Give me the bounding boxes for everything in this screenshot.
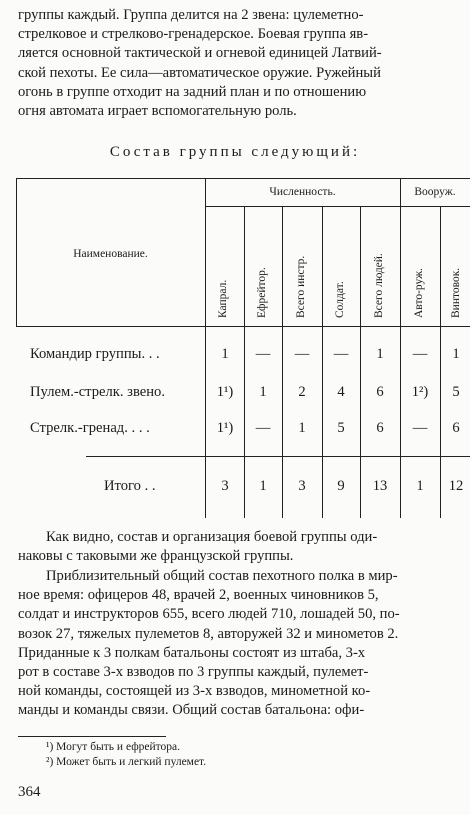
table-cell: 2: [298, 384, 306, 400]
body-paragraph: [18, 567, 468, 721]
strength-group-header: Численность.: [269, 186, 336, 198]
table-cell: 4: [337, 384, 345, 400]
total-cell: 9: [337, 478, 345, 494]
table-cell: 5: [452, 384, 460, 400]
table-cell: —: [255, 420, 271, 436]
column-header: Солдат.: [334, 281, 346, 318]
column-header: Авто-руж.: [413, 268, 425, 318]
total-cell: 1: [259, 478, 267, 494]
column-header: Всего инстр.: [295, 255, 307, 318]
column-header: Капрал.: [217, 279, 229, 318]
text-line: манды и команды связи. Общий состав батальона: офи-: [18, 702, 365, 719]
total-cell: 13: [372, 478, 388, 494]
total-label: Итого . .: [104, 478, 156, 494]
table-cell: 1: [298, 420, 306, 436]
table-cell: —: [412, 346, 428, 362]
text-line: Приблизительный общий состав пехотного полка в мир-: [46, 568, 398, 584]
footnotes: [46, 740, 206, 770]
text-line: наковы с таковыми же французской группы.: [18, 548, 294, 565]
table-top-rule: [16, 178, 470, 179]
table-cell: —: [294, 346, 310, 362]
text-line: огня автомата играет вспомогательную роль.: [18, 103, 297, 120]
text-line: рот в составе 3-х взводов по 3 группы каждый, пулемет-: [18, 664, 369, 681]
table-cell: 1: [259, 384, 267, 400]
total-cell: 1: [416, 478, 424, 494]
text-line: Как видно, состав и организация боевой группы оди-: [46, 529, 378, 545]
text-line: солдат и инструкторов 655, всего людей 710, лошадей 50, по-: [18, 606, 400, 623]
total-cell: 3: [221, 478, 229, 494]
footnote-rule: [18, 736, 166, 737]
text-line: стрелковое и стрелково-гренадерское. Боевая группа яв-: [18, 26, 369, 43]
table-title: Состав группы следующий:: [109, 144, 361, 160]
page-number: 364: [18, 784, 41, 800]
table-cell: 1: [221, 346, 229, 362]
column-header: Винтовок.: [450, 267, 462, 318]
table-cell: 1: [376, 346, 384, 362]
column-header: Всего людей.: [373, 253, 385, 318]
text-line: ное время: офицеров 48, врачей 2, военных чиновников 5,: [18, 587, 379, 604]
text-line: возок 27, тяжелых пулеметов 8, авторужей 32 и минометов 2.: [18, 625, 399, 642]
col-divider: [282, 206, 283, 518]
text-line: Приданные к 3 полкам батальоны состоят из штаба, 3-х: [18, 644, 366, 661]
composition-table: [16, 178, 470, 518]
table-cell: 1¹): [216, 384, 234, 400]
table-cell: —: [412, 420, 428, 436]
row-label: Командир группы. . .: [30, 346, 160, 362]
table-cell: 1¹): [216, 420, 234, 436]
col-divider: [360, 206, 361, 518]
col-divider: [400, 178, 401, 518]
text-line: огонь в группе отходит на задний план и по отношению: [18, 83, 367, 100]
text-line: ской пехоты. Ее сила—автоматическое оружие. Ружейный: [18, 64, 381, 81]
table-cell: —: [333, 346, 349, 362]
text-line: ной команды, состоящей из 3-х взводов, минометной ко-: [18, 683, 371, 700]
header-bottom-rule: [16, 326, 470, 327]
top-paragraph: [18, 6, 468, 121]
table-cell: 6: [376, 384, 384, 400]
name-column-header: Наименование.: [73, 248, 148, 260]
text-line: группы каждый. Группа делится на 2 звена: цулеметно-: [18, 7, 364, 23]
total-rule: [86, 456, 470, 457]
text-line: ляется основной тактической и огневой единицей Латвий-: [18, 45, 382, 62]
col-divider: [205, 178, 206, 518]
total-cell: 3: [298, 478, 306, 494]
weapons-group-header: Вооруж.: [414, 186, 456, 198]
column-header: Ефрейтор.: [256, 267, 268, 318]
row-label: Пулем.-стрелк. звено.: [30, 384, 165, 400]
table-cell: 1: [452, 346, 460, 362]
table-cell: 5: [337, 420, 345, 436]
table-cell: 1²): [411, 384, 429, 400]
footnote: ²) Может быть и легкий пулемет.: [46, 756, 207, 768]
total-cell: 12: [448, 478, 464, 494]
table-cell: 6: [376, 420, 384, 436]
row-label: Стрелк.-гренад. . . .: [30, 420, 150, 436]
table-cell: 6: [452, 420, 460, 436]
footnote: ¹) Могут быть и ефрейтора.: [46, 741, 181, 753]
table-cell: —: [255, 346, 271, 362]
body-paragraph: [18, 528, 468, 566]
